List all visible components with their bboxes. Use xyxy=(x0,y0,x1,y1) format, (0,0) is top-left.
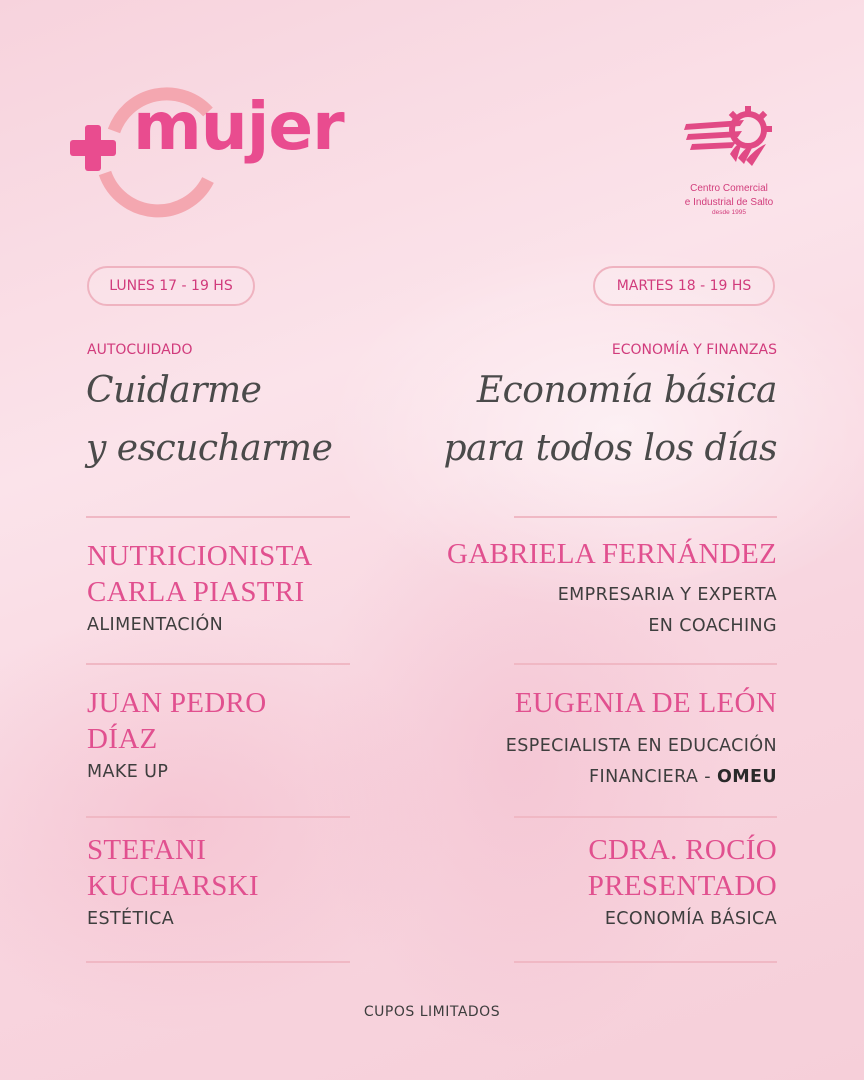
speaker-name-line1: NUTRICIONISTA xyxy=(87,540,313,572)
divider xyxy=(86,663,350,665)
divider xyxy=(514,663,777,665)
divider xyxy=(86,516,350,518)
speaker-right-3 xyxy=(588,832,777,935)
logo-text: mujer xyxy=(133,88,344,165)
speaker-name-line2: DÍAZ xyxy=(87,723,158,755)
organization-since: desde 1995 xyxy=(712,209,746,216)
organization-acronym: OMEU xyxy=(716,767,777,787)
speaker-name: GABRIELA FERNÁNDEZ xyxy=(446,538,777,570)
gear-wings-icon xyxy=(674,104,784,176)
speaker-name-line2: CARLA PIASTRI xyxy=(87,576,305,608)
speaker-role: ECONOMÍA BÁSICA xyxy=(604,909,777,929)
speaker-name-line2: PRESENTADO xyxy=(587,870,777,902)
speaker-role: ESTÉTICA xyxy=(87,909,175,929)
title-right-line1: Economía básica xyxy=(476,370,777,411)
speaker-role: ALIMENTACIÓN xyxy=(87,615,224,635)
speaker-right-1 xyxy=(447,536,777,642)
speaker-role-line2 xyxy=(506,762,777,793)
speaker-role-line1: ESPECIALISTA EN EDUCACIÓN xyxy=(505,736,777,756)
organization-logo xyxy=(664,104,794,224)
speaker-name-line2: KUCHARSKI xyxy=(87,870,259,902)
category-right: ECONOMÍA Y FINANZAS xyxy=(611,342,777,358)
speaker-left-1 xyxy=(87,538,313,641)
schedule-badge-monday: LUNES 17 - 19 HS xyxy=(87,266,255,306)
schedule-badge-tuesday: MARTES 18 - 19 HS xyxy=(593,266,775,306)
mujer-logo xyxy=(70,82,400,222)
speaker-role-line1: EMPRESARIA Y EXPERTA xyxy=(557,585,777,605)
speaker-right-2 xyxy=(506,685,777,793)
footer-note: CUPOS LIMITADOS xyxy=(363,1004,501,1020)
speaker-role-prefix: FINANCIERA - xyxy=(589,767,717,787)
speaker-role: MAKE UP xyxy=(87,762,169,782)
divider xyxy=(86,961,350,963)
speaker-left-3 xyxy=(87,832,259,935)
organization-name-line2: e Industrial de Salto xyxy=(684,197,774,208)
divider xyxy=(86,816,350,818)
session-title-right xyxy=(443,362,777,478)
divider xyxy=(514,816,777,818)
divider xyxy=(514,516,777,518)
category-left: AUTOCUIDADO xyxy=(87,342,193,358)
session-title-left xyxy=(86,362,332,478)
speaker-role-line2: EN COACHING xyxy=(648,616,777,636)
divider xyxy=(514,961,777,963)
speaker-left-2 xyxy=(87,685,266,788)
title-right-line2: para todos los días xyxy=(443,428,777,469)
speaker-name-line1: STEFANI xyxy=(87,834,207,866)
organization-name-line1: Centro Comercial xyxy=(690,183,768,194)
title-left-line1: Cuidarme xyxy=(86,370,262,411)
speaker-name-line1: JUAN PEDRO xyxy=(87,687,267,719)
title-left-line2: y escucharme xyxy=(86,428,333,469)
speaker-name-line1: CDRA. ROCÍO xyxy=(588,834,777,866)
speaker-name: EUGENIA DE LEÓN xyxy=(514,687,777,719)
